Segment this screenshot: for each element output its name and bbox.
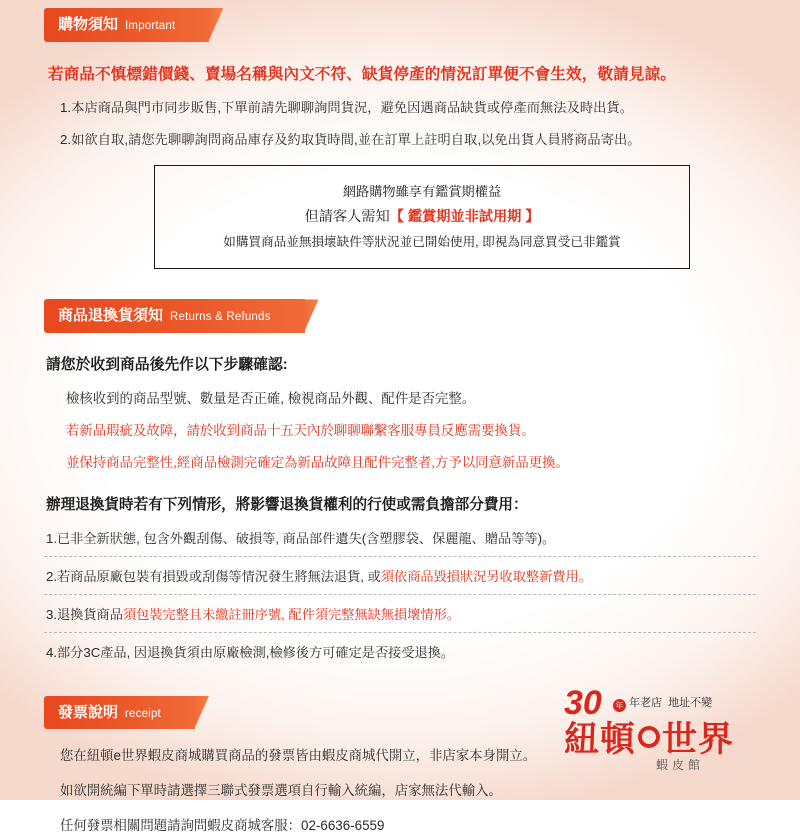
receipt-line-1: 您在紐頓e世界蝦皮商城購買商品的發票皆由蝦皮商城代開立，非店家本身開立。	[60, 748, 537, 764]
receipt-line-3: 任何發票相關問題請詢問蝦皮商城客服：02-6636-6559	[60, 818, 385, 834]
receipt-line-2: 如欲開統編下單時請選擇三聯式發票選項自行輸入統編，店家無法代輸入。	[60, 783, 502, 799]
list-item-text: 2.若商品原廠包裝有損毀或刮傷等情況發生將無法退貨, 或	[46, 568, 381, 584]
returns-lead: 請您於收到商品後先作以下步驟確認:	[46, 356, 288, 373]
returns-check: 檢核收到的商品型號、數量是否正確, 檢視商品外觀、配件是否完整。	[66, 390, 476, 406]
box-line-1: 網路購物雖享有鑑賞期權益	[342, 183, 502, 199]
section-returns	[44, 269, 756, 670]
logo-brand-name: 紐頓	[564, 720, 637, 759]
list-item	[44, 556, 756, 594]
list-item-text: 4.部分3C產品, 因退換貨須由原廠檢測,檢修後方可確定是否接受退換。	[46, 644, 455, 660]
logo-tagline	[610, 694, 712, 712]
receipt-ribbon	[44, 696, 195, 730]
ribbon-tail-icon	[304, 299, 319, 333]
box-line-2-highlight: 【 鑑賞期並非試用期 】	[389, 208, 540, 225]
appreciation-period-box	[154, 165, 690, 270]
list-item	[44, 594, 756, 632]
returns-ribbon-body	[44, 299, 305, 333]
list-item-red: 須包裝完整且未繳註冊序號, 配件須完整無缺無損壞情形。	[122, 606, 460, 622]
receipt-ribbon-body	[44, 696, 195, 730]
returns-conditions-list	[44, 528, 756, 670]
section-important	[44, 0, 756, 269]
returns-title-en: Returns & Refunds	[170, 311, 271, 324]
list-item	[44, 632, 756, 670]
list-item-red: 須依商品毀損狀況另收取整新費用。	[380, 568, 592, 584]
ribbon-tail-icon	[208, 8, 223, 42]
returns-red-2: 並保持商品完整性,經商品檢測完確定為新品故障且配件完整者,方予以同意新品更換。	[66, 454, 569, 470]
box-line-3: 如購買商品並無損壞缺件等狀況並已開始使用, 即視為同意買受已非鑑賞	[223, 234, 621, 249]
returns-conditions-heading: 辦理退換貨時若有下列情形，將影響退換貨權利的行使或需負擔部分費用：	[46, 496, 528, 513]
logo-tagline-1: 年老店	[629, 697, 662, 709]
logo-sub: 蝦皮館	[656, 758, 705, 772]
important-ribbon	[44, 8, 209, 42]
ring-icon	[638, 726, 660, 748]
important-title: 購物須知	[58, 16, 119, 33]
receipt-title-en: receipt	[125, 707, 161, 720]
receipt-title: 發票說明	[58, 703, 119, 721]
important-item-2: 2.如欲自取,請您先聊聊詢問商品庫存及約取貨時間,並在訂單上註明自取,以免出貨人員將商品寄出。	[60, 131, 641, 147]
seal-icon: 年	[613, 699, 626, 712]
logo-brand-tail: 世界	[662, 720, 735, 759]
box-line-2-pre: 但請客人需知	[304, 208, 390, 225]
ribbon-tail-icon	[194, 696, 209, 730]
list-item	[44, 528, 756, 556]
brand-logo	[564, 686, 774, 778]
box-line-2	[165, 204, 679, 231]
important-title-en: Important	[125, 20, 176, 32]
important-item-1: 1.本店商品與門市同步販售,下單前請先聊聊詢問貨況，避免因遇商品缺貨或停產而無法及時出貨。	[60, 99, 634, 115]
logo-tagline-2: 地址不變	[668, 697, 713, 709]
list-item-text: 3.退換貨商品	[46, 606, 123, 622]
important-ribbon-body	[44, 8, 209, 42]
list-item-text: 1.已非全新狀態, 包含外觀刮傷、破損等, 商品部件遺失(含塑膠袋、保麗龍、贈品等等)。	[46, 530, 556, 546]
logo-brand	[564, 712, 734, 762]
returns-red-1: 若新品瑕疵及故障，請於收到商品十五天內於聊聊聯繫客服專員反應需要換貨。	[66, 422, 535, 438]
important-warning: 若商品不慎標錯價錢、賣場名稱與內文不符、缺貨停產的情況訂單便不會生效，敬請見諒。	[48, 65, 677, 83]
logo-years: 30	[564, 684, 602, 722]
returns-ribbon	[44, 299, 305, 333]
returns-title: 商品退換貨須知	[58, 307, 164, 325]
